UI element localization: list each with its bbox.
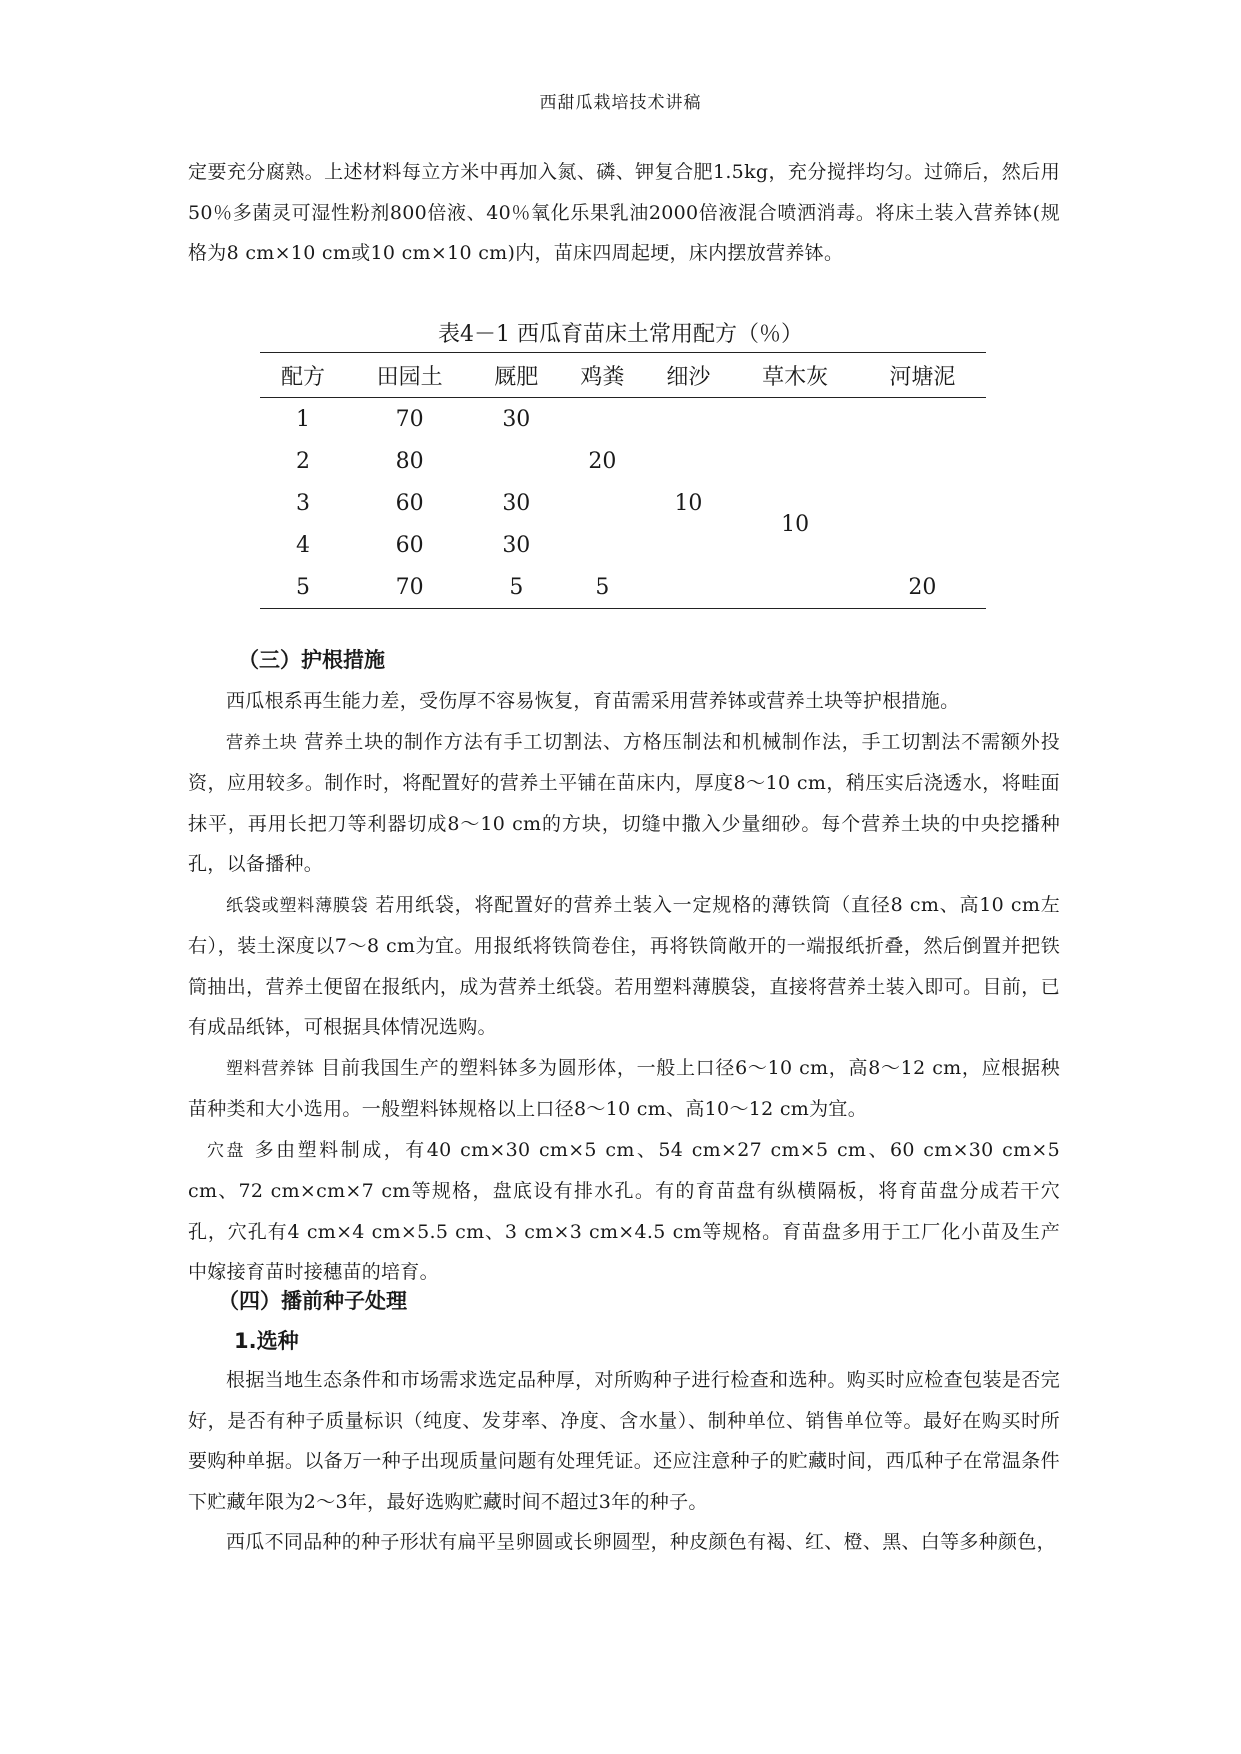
table-row <box>260 566 986 609</box>
table-row <box>260 524 986 566</box>
table-cell: 30 <box>502 490 531 516</box>
table-cell: 3 <box>296 490 311 516</box>
section-3-paragraph-2 <box>188 722 1060 885</box>
table-cell <box>731 440 858 482</box>
table-cell: 10 <box>674 490 703 516</box>
table-cell <box>645 440 731 482</box>
table-cell <box>859 482 986 524</box>
table-cell <box>559 398 645 441</box>
table-cell <box>859 440 986 482</box>
table-cell: 5 <box>559 566 645 609</box>
table-cell: 80 <box>395 448 424 474</box>
section-3-body <box>188 681 1060 1293</box>
table-cell: 70 <box>395 406 424 432</box>
table-caption: 表4－1 西瓜育苗床土常用配方（％） <box>438 322 803 347</box>
table-cell: 5 <box>260 566 346 609</box>
term-nutrient-block: 营养土块 <box>226 732 298 753</box>
table-cell <box>731 398 858 441</box>
table-cell: 4 <box>296 532 311 558</box>
table-cell-merged-ash: 10 <box>781 511 810 537</box>
table-row <box>260 398 986 441</box>
table-cell: 1 <box>296 406 311 432</box>
table-cell: 5 <box>473 566 559 609</box>
table-cell: 60 <box>395 490 424 516</box>
paragraph-text: 营养土块的制作方法有手工切割法、方格压制法和机械制作法，手工切割法不需额外投资，应用较多。制作时，将配置好的营养土平铺在苗床内，厚度8～10 cm，稍压实后浇透水，将畦面抹平，再用长把刀等利器切成8～10 cm的方块，切缝中撒入少量细砂。每个营养土块的中央挖播种孔，以备播种。 <box>188 730 1060 875</box>
table-cell <box>731 566 858 609</box>
term-plastic-pot: 塑料营养钵 <box>226 1058 315 1079</box>
table-cell: 2 <box>296 448 311 474</box>
section-3-title: （三）护根措施 <box>238 648 385 672</box>
table-cell: 30 <box>502 532 531 558</box>
intro-block <box>188 152 1060 274</box>
table-cell <box>859 524 986 566</box>
table-cell: 70 <box>346 566 473 609</box>
section-4-sub-1: 1.选种 <box>234 1329 299 1353</box>
paragraph-text: 多由塑料制成，有40 cm×30 cm×5 cm、54 cm×27 cm×5 cm、60 cm×30 cm×5 cm、72 cm×cm×7 cm等规格，盘底设有排水孔。有的育苗盘有纵横隔板，将育苗盘分成若干穴孔，穴孔有4 cm×4 cm×5.5 cm、3 cm×3 cm×4.5 cm等规格。育苗盘多用于工厂化小苗及生产中嫁接育苗时接穗苗的培育。 <box>188 1138 1060 1283</box>
header-cell: 鸡粪 <box>559 353 645 398</box>
table-cell: 30 <box>502 406 531 432</box>
section-3-paragraph-1: 西瓜根系再生能力差，受伤厚不容易恢复，育苗需采用营养钵或营养土块等护根措施。 <box>226 690 960 712</box>
section-3-paragraph-3 <box>188 885 1060 1048</box>
table-cell <box>645 524 731 566</box>
table-cell: 60 <box>395 532 424 558</box>
paragraph-text: 若用纸袋，将配置好的营养土装入一定规格的薄铁筒（直径8 cm、高10 cm左右），装土深度以7～8 cm为宜。用报纸将铁筒卷住，再将铁筒敞开的一端报纸折叠，然后倒置并把铁筒抽出，营养土便留在报纸内，成为营养土纸袋。若用塑料薄膜袋，直接将营养土装入即可。目前，已有成品纸钵，可根据具体情况选购。 <box>188 893 1061 1038</box>
table-header-row <box>260 353 986 398</box>
table-row <box>260 440 986 482</box>
table-cell <box>645 398 731 441</box>
section-4-paragraph-2: 西瓜不同品种的种子形状有扁平呈卵圆或长卵圆型，种皮颜色有褐、红、橙、黑、白等多种颜色， <box>226 1531 1056 1553</box>
header-cell: 细沙 <box>645 353 731 398</box>
paragraph-text: 目前我国生产的塑料钵多为圆形体，一般上口径6～10 cm，高8～12 cm，应根据秧苗种类和大小选用。一般塑料钵规格以上口径8～10 cm、高10～12 cm为宜。 <box>188 1056 1060 1120</box>
table-row <box>260 482 986 524</box>
header-cell: 河塘泥 <box>859 353 986 398</box>
section-4-title: （四）播前种子处理 <box>218 1289 407 1313</box>
table-cell: 20 <box>859 566 986 609</box>
header-cell: 田园土 <box>346 353 473 398</box>
page-header: 西甜瓜栽培技术讲稿 <box>539 93 702 113</box>
section-4-paragraph-1: 根据当地生态条件和市场需求选定品种厚，对所购种子进行检查和选种。购买时应检查包装是否完好，是否有种子质量标识（纯度、发芽率、净度、含水量）、制种单位、销售单位等。最好在购买时所要购种单据。以备万一种子出现质量问题有处理凭证。还应注意种子的贮藏时间，西瓜种子在常温条件下贮藏年限为2～3年，最好选购贮藏时间不超过3年的种子。 <box>188 1369 1060 1513</box>
table-cell <box>645 566 731 609</box>
table-cell <box>859 398 986 441</box>
header-cell: 配方 <box>260 353 346 398</box>
section-3-paragraph-4 <box>188 1048 1060 1130</box>
header-cell: 厩肥 <box>473 353 559 398</box>
table-cell <box>559 524 645 566</box>
formula-table <box>260 352 986 609</box>
section-4-body <box>188 1360 1060 1563</box>
intro-paragraph: 定要充分腐熟。上述材料每立方米中再加入氮、磷、钾复合肥1.5kg，充分搅拌均匀。过筛后，然后用50％多菌灵可湿性粉剂800倍液、40％氧化乐果乳油2000倍液混合喷洒消毒。将床土装入营养钵(规格为8 cm×10 cm或10 cm×10 cm)内，苗床四周起埂，床内摆放营养钵。 <box>188 161 1060 264</box>
section-3-paragraph-5 <box>188 1130 1060 1293</box>
term-paper-bag: 纸袋或塑料薄膜袋 <box>226 895 369 916</box>
table-cell <box>559 482 645 524</box>
header-cell: 草木灰 <box>731 353 858 398</box>
table-cell <box>473 440 559 482</box>
term-plug-tray: 穴盘 <box>207 1140 247 1161</box>
table-cell: 20 <box>588 448 617 474</box>
